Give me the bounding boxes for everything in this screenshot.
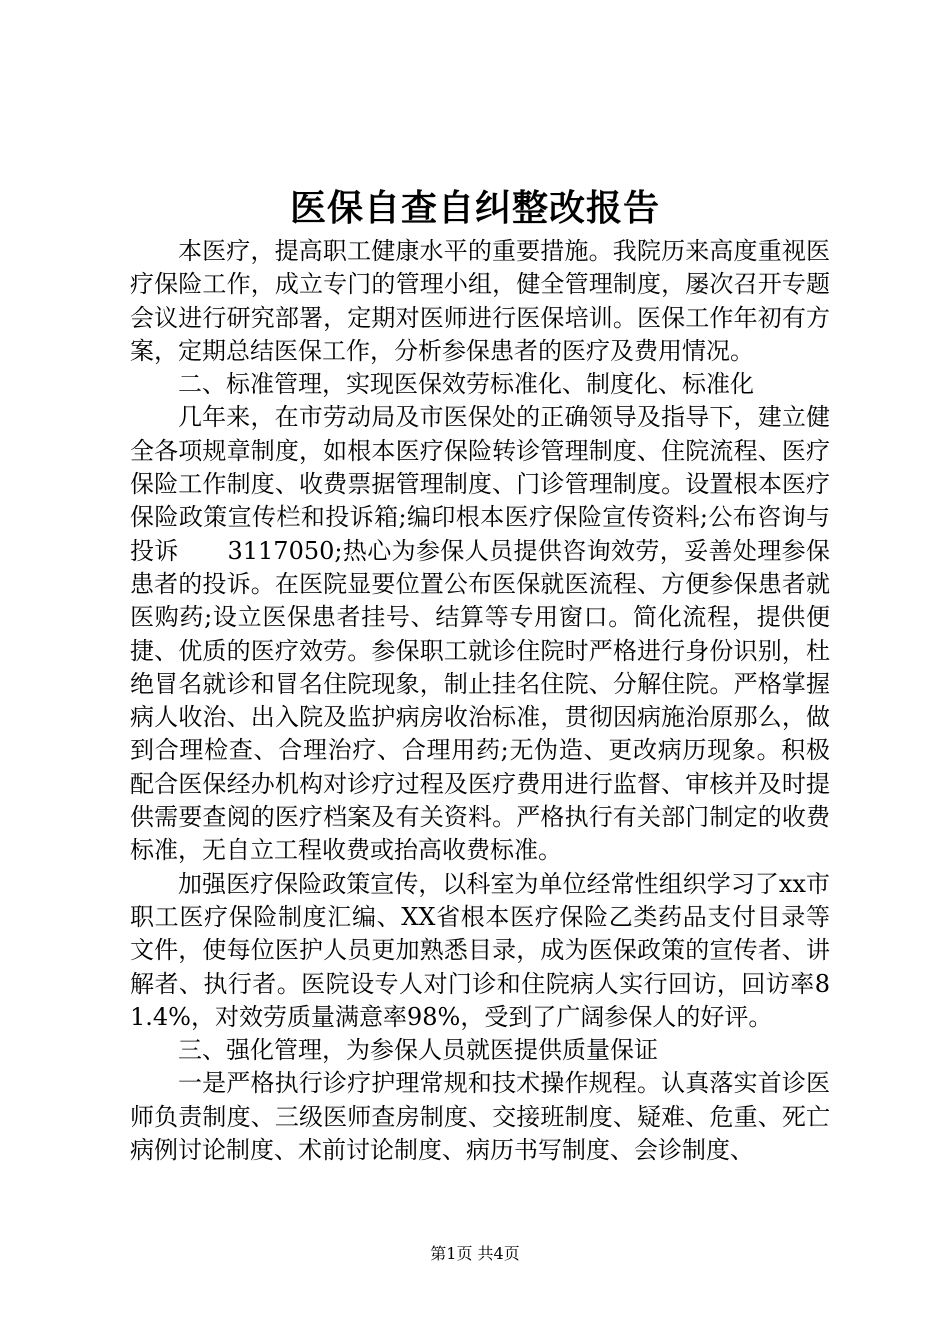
document-title: 医保自查自纠整改报告: [289, 187, 660, 229]
paragraph-regulations: 几年来，在市劳动局及市医保处的正确领导及指导下，建立健全各项规章制度，如根本医疗保险转诊管理制度、住院流程、医疗保险工作制度、收费票据管理制度、门诊管理制度。设置根本医疗保险政策宣传栏和投诉箱;编印根本医疗保险宣传资料;公布咨询与投诉 3117050;热心为参保人员提供咨询效劳，妥善处理参保患者的投诉。在医院显要位置公布医保就医流程、方便参保患者就医购药;设立医保患者挂号、结算等专用窗口。简化流程，提供便捷、优质的医疗效劳。参保职工就诊住院时严格进行身份识别，杜绝冒名就诊和冒名住院现象，制止挂名住院、分解住院。严格掌握病人收治、出入院及监护病房收治标准，贯彻因病施治原那么，做到合理检查、合理治疗、合理用药;无伪造、更改病历现象。积极配合医保经办机构对诊疗过程及医疗费用进行监督、审核并及时提供需要查阅的医疗档案及有关资料。严格执行有关部门制定的收费标准，无自立工程收费或抬高收费标准。: [130, 403, 830, 865]
section-heading-2: 二、标准管理，实现医保效劳标准化、制度化、标准化: [178, 370, 754, 399]
section-heading-3: 三、强化管理，为参保人员就医提供质量保证: [178, 1036, 658, 1065]
document-body: [130, 235, 830, 1167]
paragraph-intro: 本医疗，提高职工健康水平的重要措施。我院历来高度重视医疗保险工作，成立专门的管理小组，健全管理制度，屡次召开专题会议进行研究部署，定期对医师进行医保培训。医保工作年初有方案，定期总结医保工作，分析参保患者的医疗及费用情况。: [130, 237, 830, 365]
page-footer: 第1页 共4页: [430, 1244, 520, 1263]
paragraph-publicity: 加强医疗保险政策宣传，以科室为单位经常性组织学习了xx市职工医疗保险制度汇编、XX省根本医疗保险乙类药品支付目录等文件，使每位医护人员更加熟悉目录，成为医保政策的宣传者、讲解者、执行者。医院设专人对门诊和住院病人实行回访，回访率81.4%，对效劳质量满意率98%，受到了广阔参保人的好评。: [130, 869, 830, 1031]
paragraph-procedures: 一是严格执行诊疗护理常规和技术操作规程。认真落实首诊医师负责制度、三级医师查房制度、交接班制度、疑难、危重、死亡病例讨论制度、术前讨论制度、病历书写制度、会诊制度、: [130, 1069, 830, 1165]
